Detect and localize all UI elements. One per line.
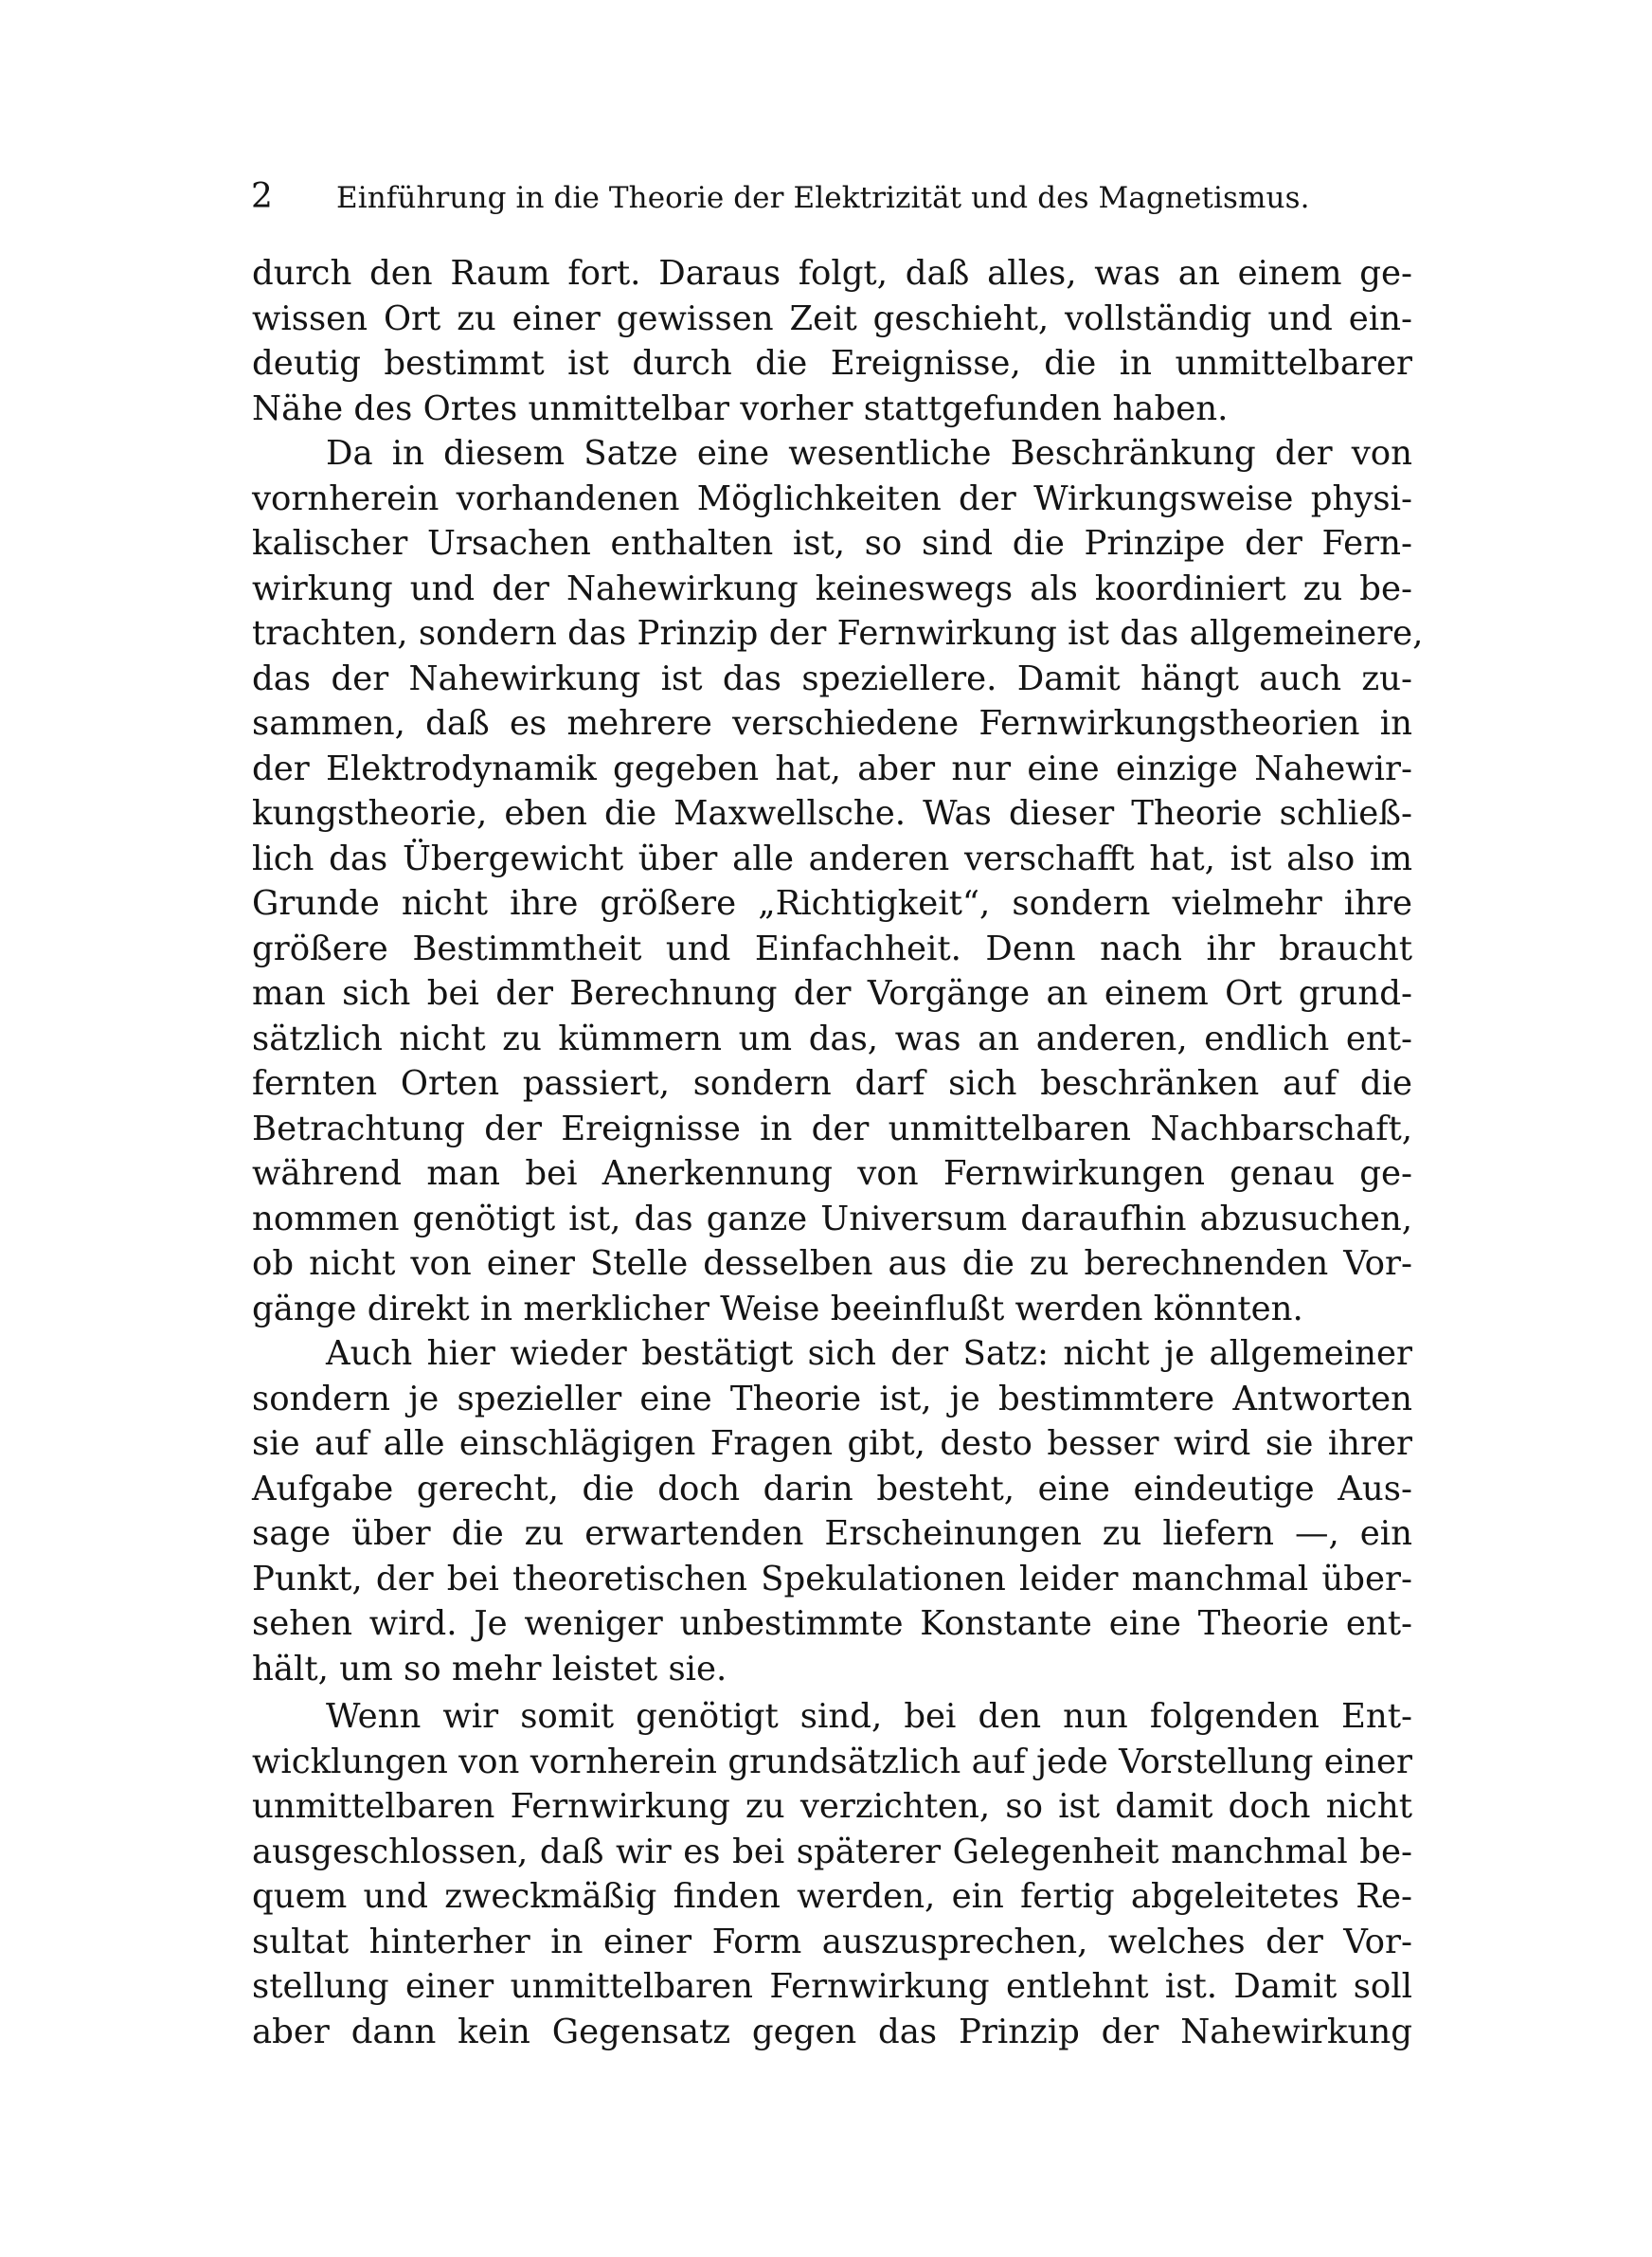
text-line: Punkt, der bei theoretischen Spekulationen leider manchmal über-	[252, 1559, 1412, 1598]
text-line: fernten Orten passiert, sondern darf sich beschränken auf die	[252, 1064, 1412, 1103]
text-line: stellung einer unmittelbaren Fernwirkung entlehnt ist. Damit soll	[252, 1967, 1412, 2006]
text-line: quem und zweckmäßig finden werden, ein fertig abgeleitetes Re-	[252, 1877, 1412, 1916]
text-line: vornherein vorhandenen Möglichkeiten der Wirkungsweise physi-	[252, 478, 1412, 518]
text-line: sultat hinterher in einer Form auszusprechen, welches der Vor-	[252, 1922, 1412, 1961]
text-line: Auch hier wieder bestätigt sich der Satz: nicht je allgemeiner	[326, 1334, 1412, 1373]
text-line: man sich bei der Berechnung der Vorgänge an einem Ort grund-	[252, 974, 1412, 1013]
paragraph	[252, 1331, 1412, 1691]
text-line: ob nicht von einer Stelle desselben aus die zu berechnenden Vor-	[252, 1244, 1412, 1283]
text-line: kungstheorie, eben die Maxwellsche. Was dieser Theorie schließ-	[252, 794, 1412, 833]
text-line: ausgeschlossen, daß wir es bei späterer Gelegenheit manchmal be-	[252, 1832, 1412, 1871]
text-line: das der Nahewirkung ist das speziellere. Damit hängt auch zu-	[252, 659, 1412, 698]
text-line: der Elektrodynamik gegeben hat, aber nur eine einzige Nahewir-	[252, 749, 1412, 788]
text-line: Wenn wir somit genötigt sind, bei den nun folgenden Ent-	[326, 1697, 1412, 1736]
text-line: gänge direkt in merklicher Weise beeinflußt werden könnten.	[252, 1289, 1303, 1328]
text-line: Nähe des Ortes unmittelbar vorher stattgefunden haben.	[252, 388, 1229, 428]
running-head	[251, 173, 1416, 221]
text-line: hält, um so mehr leistet sie.	[252, 1649, 727, 1688]
page-number: 2	[251, 177, 273, 216]
text-line: Da in diesem Satze eine wesentliche Beschränkung der von	[326, 434, 1412, 473]
text-line: sammen, daß es mehrere verschiedene Fernwirkungstheorien in	[252, 704, 1412, 743]
text-line: lich das Übergewicht über alle anderen verschafft hat, ist also im	[252, 839, 1412, 878]
text-line: sie auf alle einschlägigen Fragen gibt, desto besser wird sie ihrer	[252, 1424, 1412, 1463]
text-line: Betrachtung der Ereignisse in der unmittelbaren Nachbarschaft,	[252, 1109, 1412, 1148]
text-line: sage über die zu erwartenden Erscheinungen zu liefern —, ein	[252, 1514, 1412, 1553]
text-line: wicklungen von vornherein grundsätzlich auf jede Vorstellung einer	[252, 1742, 1412, 1781]
body-text	[252, 251, 1424, 2054]
text-line: sondern je spezieller eine Theorie ist, je bestimmtere Antworten	[252, 1379, 1412, 1418]
text-line: sätzlich nicht zu kümmern um das, was an anderen, endlich ent-	[252, 1019, 1412, 1058]
text-line: sehen wird. Je weniger unbestimmte Konstante eine Theorie ent-	[252, 1604, 1412, 1643]
text-line: größere Bestimmtheit und Einfachheit. Denn nach ihr braucht	[252, 929, 1412, 968]
running-title: Einführung in die Theorie der Elektrizität und des Magnetismus.	[336, 181, 1310, 215]
text-line: nommen genötigt ist, das ganze Universum daraufhin abzusuchen,	[252, 1199, 1412, 1238]
text-line: Grunde nicht ihre größere „Richtigkeit“, sondern vielmehr ihre	[252, 884, 1412, 923]
text-line: kalischer Ursachen enthalten ist, so sind die Prinzipe der Fern-	[252, 524, 1412, 563]
paragraph	[252, 431, 1424, 1331]
text-line: wirkung und der Nahewirkung keineswegs als koordiniert zu be-	[252, 569, 1412, 608]
text-line: wissen Ort zu einer gewissen Zeit geschieht, vollständig und ein-	[252, 298, 1412, 338]
text-line: deutig bestimmt ist durch die Ereignisse, die in unmittelbarer	[252, 344, 1412, 383]
text-line: durch den Raum fort. Daraus folgt, daß alles, was an einem ge-	[252, 254, 1412, 293]
text-line: aber dann kein Gegensatz gegen das Prinzip der Nahewirkung	[252, 2012, 1412, 2051]
text-line: während man bei Anerkennung von Fernwirkungen genau ge-	[252, 1154, 1412, 1193]
text-line: trachten, sondern das Prinzip der Fernwirkung ist das allgemeinere,	[252, 614, 1424, 653]
paragraph	[252, 251, 1412, 431]
text-line: Aufgabe gerecht, die doch darin besteht, eine eindeutige Aus-	[252, 1469, 1412, 1508]
text-line: unmittelbaren Fernwirkung zu verzichten, so ist damit doch nicht	[252, 1787, 1412, 1826]
paragraph	[252, 1694, 1412, 2054]
